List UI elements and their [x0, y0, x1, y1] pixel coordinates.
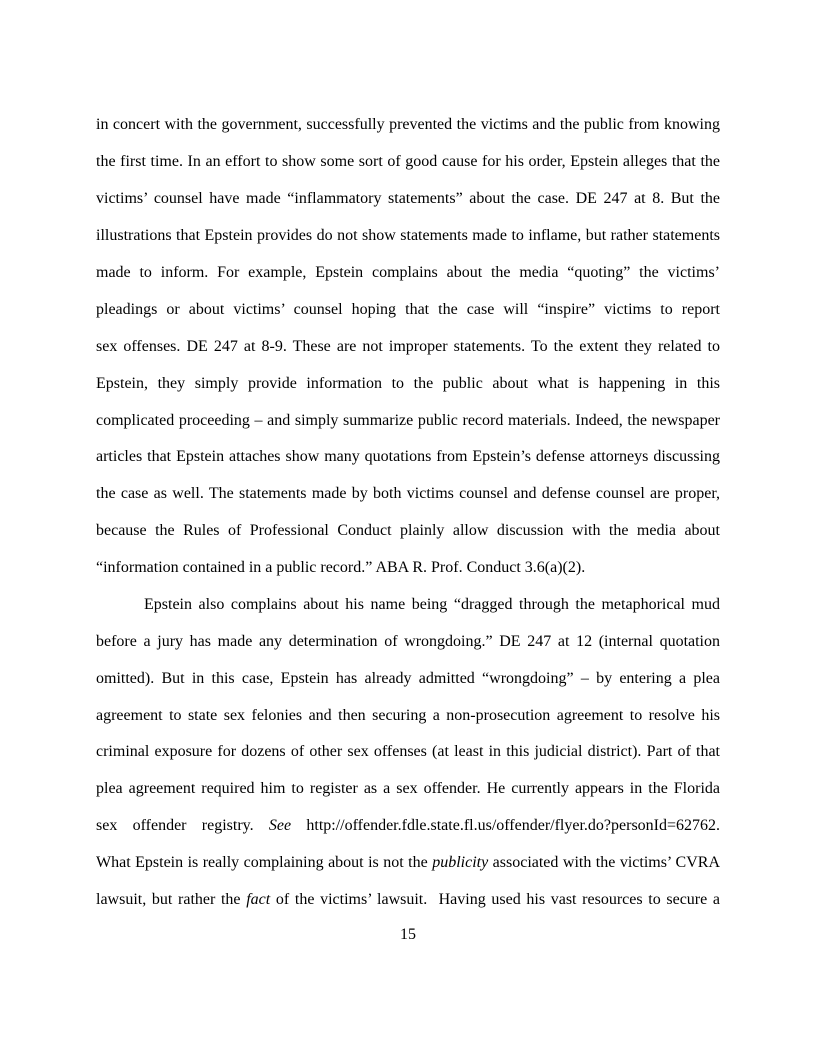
body-text-line: before a jury has made any determination of wrongdoing.” DE 247 at 12 (internal quotation [96, 633, 720, 650]
text-fragment: What Epstein is really complaining about is not the [96, 854, 433, 871]
paragraph-first-line: Epstein also complains about his name being “dragged through the metaphorical mud [144, 596, 720, 613]
body-text-line: because the Rules of Professional Conduct plainly allow discussion with the media about [96, 522, 720, 539]
body-text-line: in concert with the government, successfully prevented the victims and the public from knowing [96, 116, 720, 133]
registry-citation-line [96, 816, 720, 836]
text-fragment: associated with the victims’ CVRA [488, 854, 720, 871]
body-text-line [96, 890, 720, 910]
body-text-line: the first time. In an effort to show some sort of good cause for his order, Epstein alleges that the [96, 153, 720, 170]
see-signal: See [268, 817, 292, 834]
page-number: 15 [400, 926, 416, 943]
body-text-line: pleadings or about victims’ counsel hoping that the case will “inspire” victims to report [96, 301, 720, 318]
body-text-line: victims’ counsel have made “inflammatory statements” about the case. DE 247 at 8. But the [96, 190, 720, 207]
body-text-line: the case as well. The statements made by both victims counsel and defense counsel are proper, [96, 485, 720, 502]
emphasis-fact: fact [246, 891, 271, 908]
body-text-line: Epstein, they simply provide information to the public about what is happening in this [96, 375, 720, 392]
body-text-line: criminal exposure for dozens of other sex offenses (at least in this judicial district). Part of that [96, 743, 720, 760]
body-text-line: omitted). But in this case, Epstein has already admitted “wrongdoing” – by entering a plea [96, 670, 720, 687]
body-text-line [96, 853, 720, 873]
text-fragment: lawsuit, but rather the [96, 891, 247, 908]
body-text-line: articles that Epstein attaches show many quotations from Epstein’s defense attorneys discussing [96, 448, 720, 465]
body-text-line: plea agreement required him to register as a sex offender. He currently appears in the Florida [96, 780, 720, 797]
body-text-line: sex offenses. DE 247 at 8-9. These are not improper statements. To the extent they related to [96, 338, 720, 355]
registry-url: http://offender.fdle.state.fl.us/offender/flyer.do?personId=62762. [306, 817, 721, 834]
body-text-line: illustrations that Epstein provides do not show statements made to inflame, but rather statements [96, 227, 720, 244]
registry-text: sex offender registry. [96, 817, 254, 834]
emphasis-publicity: publicity [432, 854, 489, 871]
body-text-line: agreement to state sex felonies and then securing a non-prosecution agreement to resolve his [96, 707, 720, 724]
text-fragment: of the victims’ lawsuit. Having used his vast resources to secure a [270, 891, 721, 908]
body-text-line: “information contained in a public record.” ABA R. Prof. Conduct 3.6(a)(2). [96, 559, 586, 576]
body-text-line: made to inform. For example, Epstein complains about the media “quoting” the victims’ [96, 264, 720, 281]
body-text-line: complicated proceeding – and simply summarize public record materials. Indeed, the newspaper [96, 412, 720, 429]
